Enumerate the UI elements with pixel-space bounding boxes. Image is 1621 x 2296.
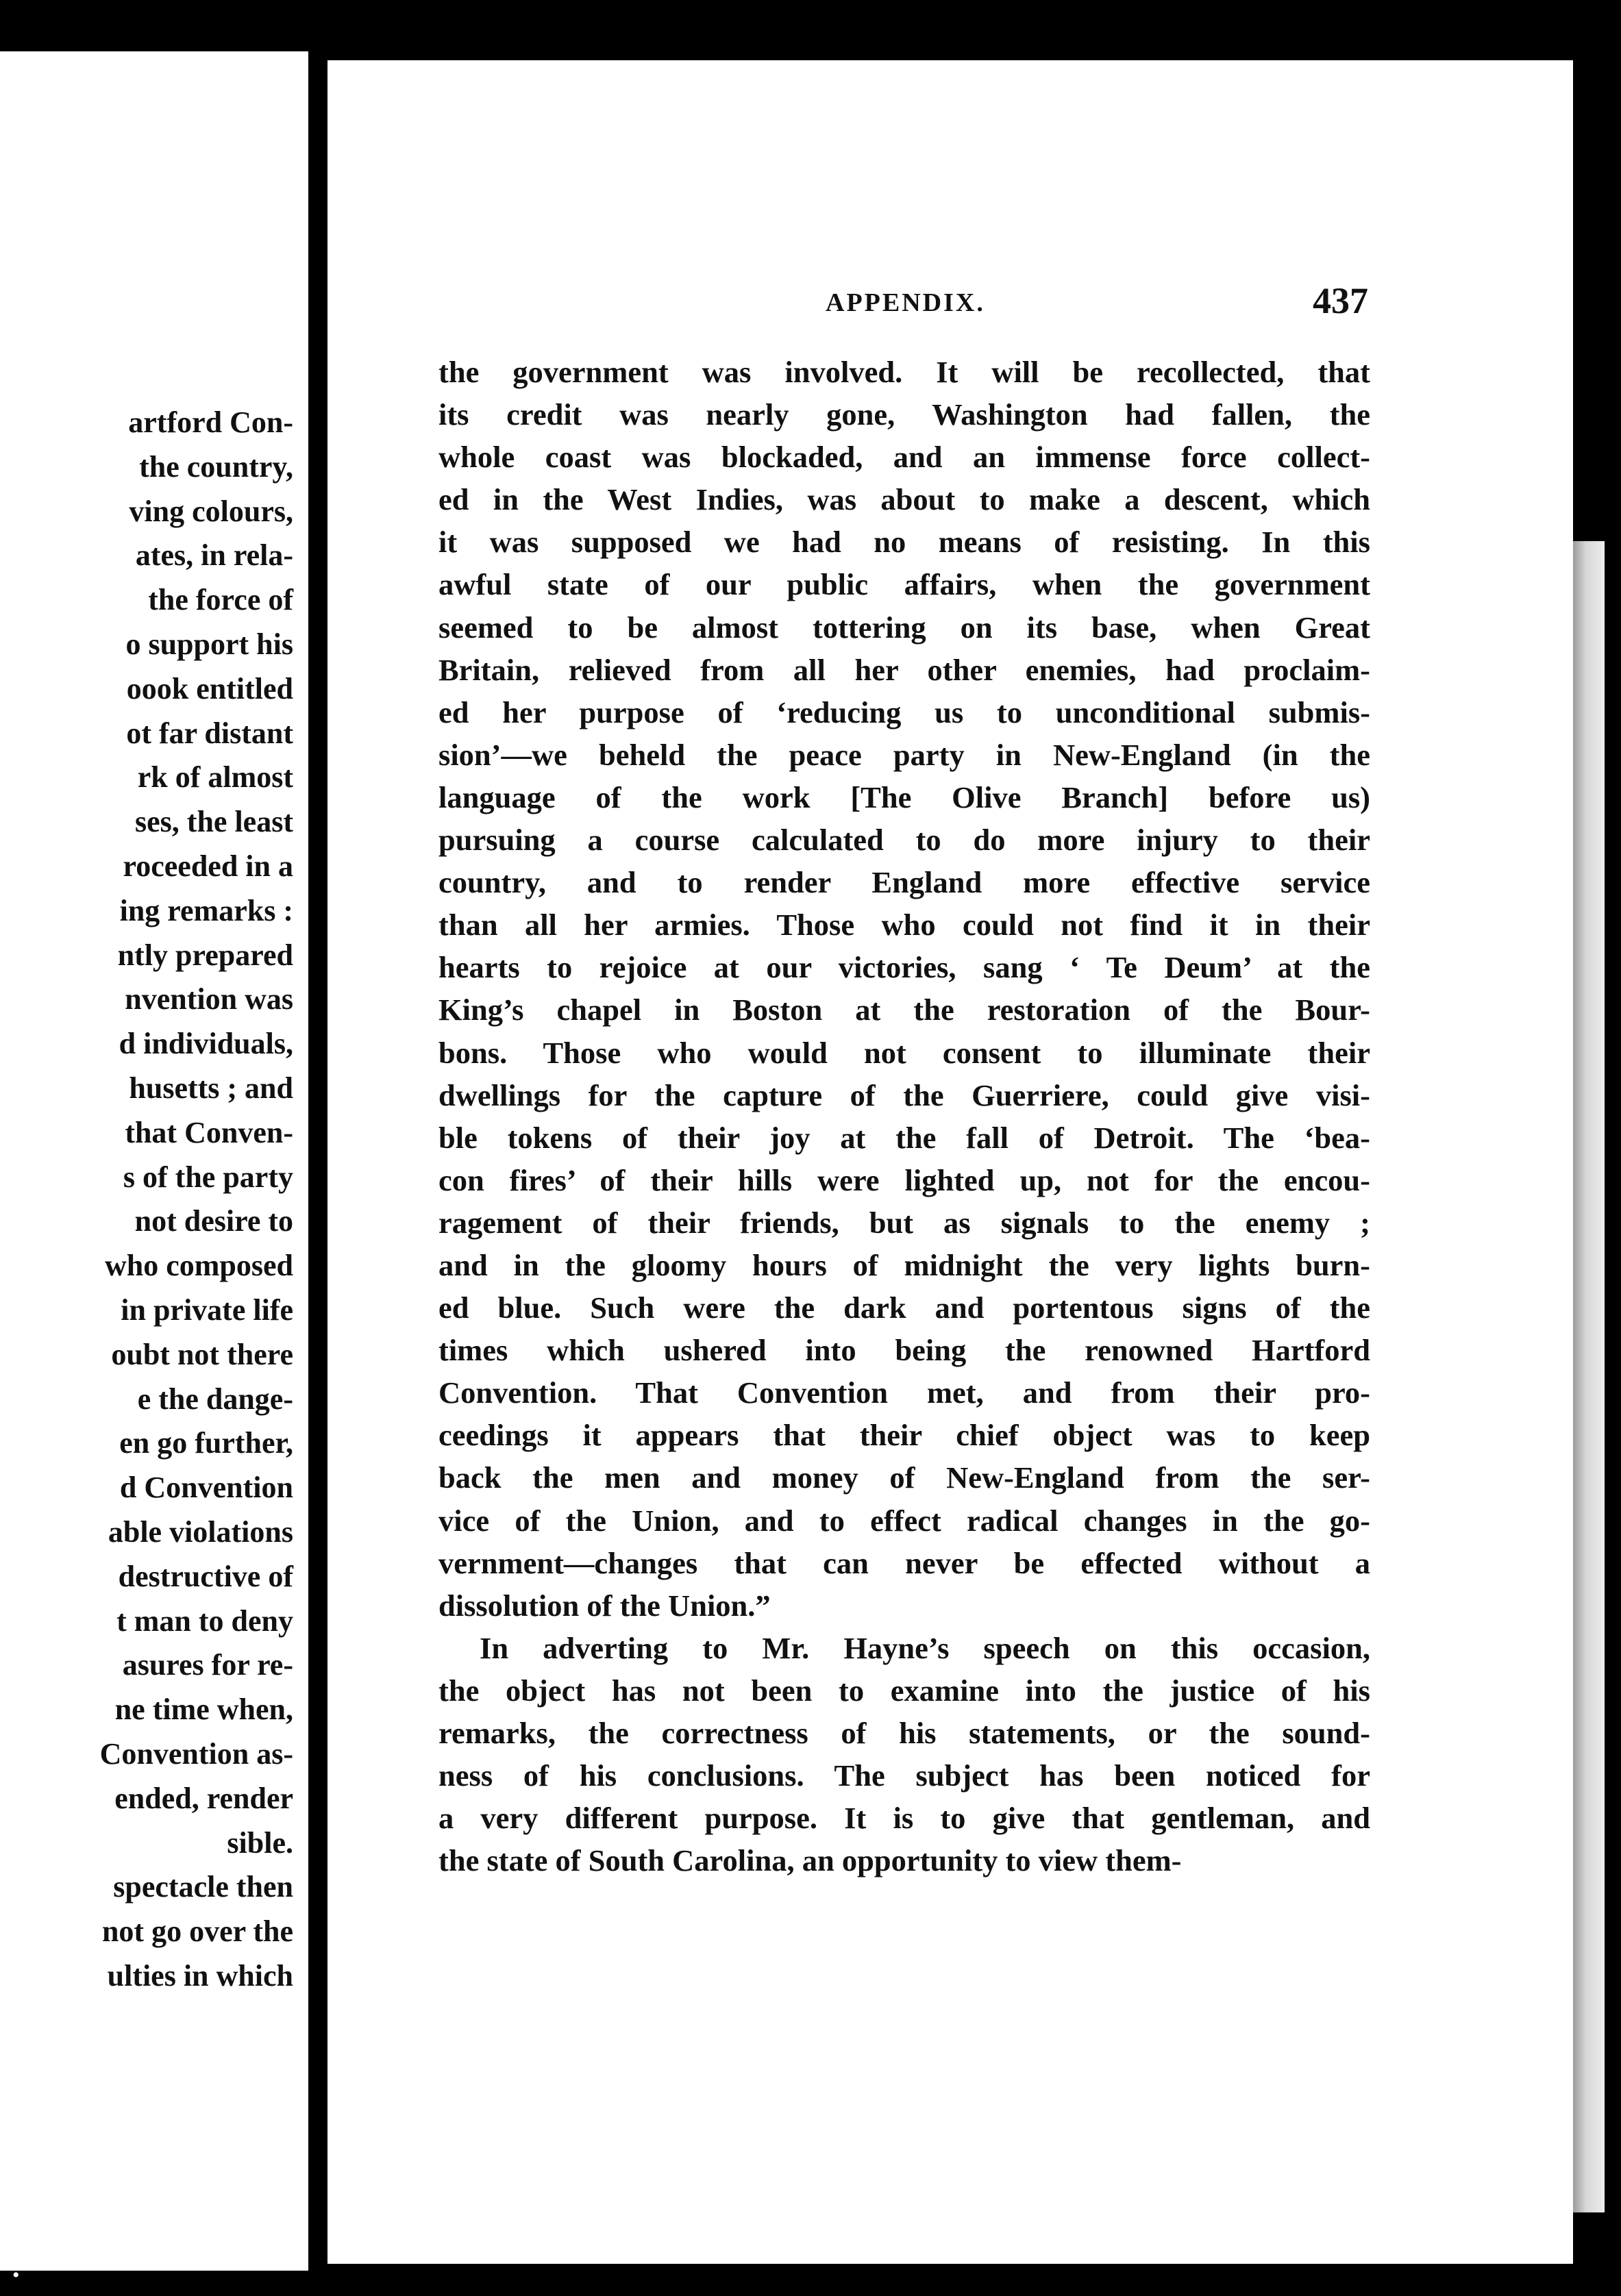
left-text-line: artford Con- xyxy=(128,405,293,439)
text-line: Britain, relieved from all her other enemies, had proclaim- xyxy=(438,652,1370,687)
text-line: bons. Those who would not consent to illuminate their xyxy=(438,1035,1370,1070)
left-text-line: oook entitled xyxy=(126,671,293,706)
left-text-line: husetts ; and xyxy=(129,1071,293,1105)
left-text-line: roceeded in a xyxy=(123,849,293,883)
text-line: remarks, the correctness of his statements, or the sound- xyxy=(438,1716,1370,1750)
left-text-line: that Conven- xyxy=(125,1115,293,1149)
text-line: ed blue. Such were the dark and portentous signs of the xyxy=(438,1290,1370,1325)
text-line: ceedings it appears that their chief object was to keep xyxy=(438,1418,1370,1453)
left-text-line: the force of xyxy=(148,583,293,617)
text-line: In adverting to Mr. Hayne’s speech on this occasion, xyxy=(480,1630,1370,1665)
text-line: back the men and money of New-England from the ser- xyxy=(438,1460,1370,1495)
text-line: King’s chapel in Boston at the restoration of the Bour- xyxy=(438,993,1370,1027)
text-line: the object has not been to examine into the justice of his xyxy=(438,1673,1370,1708)
left-text-line: ates, in rela- xyxy=(135,538,293,573)
left-text-line: not go over the xyxy=(101,1914,293,1949)
left-text-line: spectacle then xyxy=(113,1870,293,1904)
left-text-line: in private life xyxy=(121,1293,293,1327)
text-line: pursuing a course calculated to do more injury to their xyxy=(438,823,1370,858)
left-text-line: ended, render xyxy=(114,1781,293,1815)
text-line: vernment—changes that can never be effected without a xyxy=(438,1545,1370,1580)
text-line: hearts to rejoice at our victories, sang ‘ Te Deum’ at the xyxy=(438,950,1370,985)
left-text-line: sible. xyxy=(227,1825,293,1860)
left-text-line: the country, xyxy=(139,449,293,484)
left-text-line: ot far distant xyxy=(126,716,293,750)
left-text-line: t man to deny xyxy=(116,1604,293,1638)
left-page-fragment xyxy=(0,51,308,2271)
text-line: ragement of their friends, but as signals to the enemy ; xyxy=(438,1205,1370,1240)
left-text-line: ses, the least xyxy=(135,805,293,839)
left-text-line: ving colours, xyxy=(129,494,293,528)
left-text-line: asures for re- xyxy=(122,1648,293,1682)
text-line: ness of his conclusions. The subject has been noticed for xyxy=(438,1758,1370,1793)
left-text-line: d Convention xyxy=(119,1471,293,1505)
text-line: Convention. That Convention met, and from their pro- xyxy=(438,1375,1370,1410)
text-line: ble tokens of their joy at the fall of Detroit. The ‘bea- xyxy=(438,1120,1370,1155)
left-text-line: able violations xyxy=(108,1514,293,1549)
text-line: sion’—we beheld the peace party in New-England (in the xyxy=(438,737,1370,772)
page-number: 437 xyxy=(1313,280,1368,321)
left-page-text xyxy=(100,401,293,1999)
left-text-line: nvention was xyxy=(125,982,293,1016)
left-text-line: e the dange- xyxy=(137,1382,293,1416)
left-text-line: ne time when, xyxy=(114,1693,293,1727)
left-text-line: o support his xyxy=(125,627,293,661)
left-text-line: not desire to xyxy=(134,1204,293,1238)
text-line: a very different purpose. It is to give that gentleman, and xyxy=(438,1801,1370,1836)
left-text-line: s of the party xyxy=(123,1160,293,1194)
body-text xyxy=(438,351,1370,1882)
text-line: awful state of our public affairs, when the government xyxy=(438,567,1370,602)
left-text-line: oubt not there xyxy=(111,1337,293,1371)
page-stack-edge xyxy=(1573,541,1605,2212)
text-line: ed in the West Indies, was about to make a descent, which xyxy=(438,482,1370,517)
text-line: vice of the Union, and to effect radical changes in the go- xyxy=(438,1503,1370,1538)
text-line: than all her armies. Those who could not find it in their xyxy=(438,908,1370,943)
running-head: APPENDIX. xyxy=(826,288,985,317)
left-text-line: ulties in which xyxy=(107,1958,293,1993)
left-text-line: d individuals, xyxy=(119,1027,293,1061)
text-line: dissolution of the Union.” xyxy=(438,1588,771,1623)
left-text-line: destructive of xyxy=(118,1559,293,1593)
text-line: whole coast was blockaded, and an immense force collect- xyxy=(438,440,1370,475)
left-text-line: ntly prepared xyxy=(117,938,293,972)
text-line: con fires’ of their hills were lighted up, not for the encou- xyxy=(438,1162,1370,1197)
scan-mark: • xyxy=(12,2264,20,2286)
left-text-line: ing remarks : xyxy=(119,893,293,927)
text-line: its credit was nearly gone, Washington had fallen, the xyxy=(438,397,1370,432)
left-text-line: en go further, xyxy=(119,1426,293,1460)
text-line: and in the gloomy hours of midnight the very lights burn- xyxy=(438,1247,1370,1282)
left-text-line: rk of almost xyxy=(137,760,293,795)
text-line: the state of South Carolina, an opportunity to view them- xyxy=(438,1843,1182,1878)
left-text-line: who composed xyxy=(104,1249,293,1283)
text-line: it was supposed we had no means of resisting. In this xyxy=(438,525,1370,560)
text-line: country, and to render England more effective service xyxy=(438,865,1370,900)
text-line: seemed to be almost tottering on its base, when Great xyxy=(438,610,1370,645)
left-text-line: Convention as- xyxy=(99,1736,293,1771)
text-line: language of the work [The Olive Branch] before us) xyxy=(438,779,1370,814)
text-line: the government was involved. It will be recollected, that xyxy=(438,355,1370,389)
text-line: times which ushered into being the renowned Hartford xyxy=(438,1333,1370,1368)
text-line: dwellings for the capture of the Guerriere, could give visi- xyxy=(438,1077,1370,1112)
text-line: ed her purpose of ‘reducing us to unconditional submis- xyxy=(438,695,1370,729)
